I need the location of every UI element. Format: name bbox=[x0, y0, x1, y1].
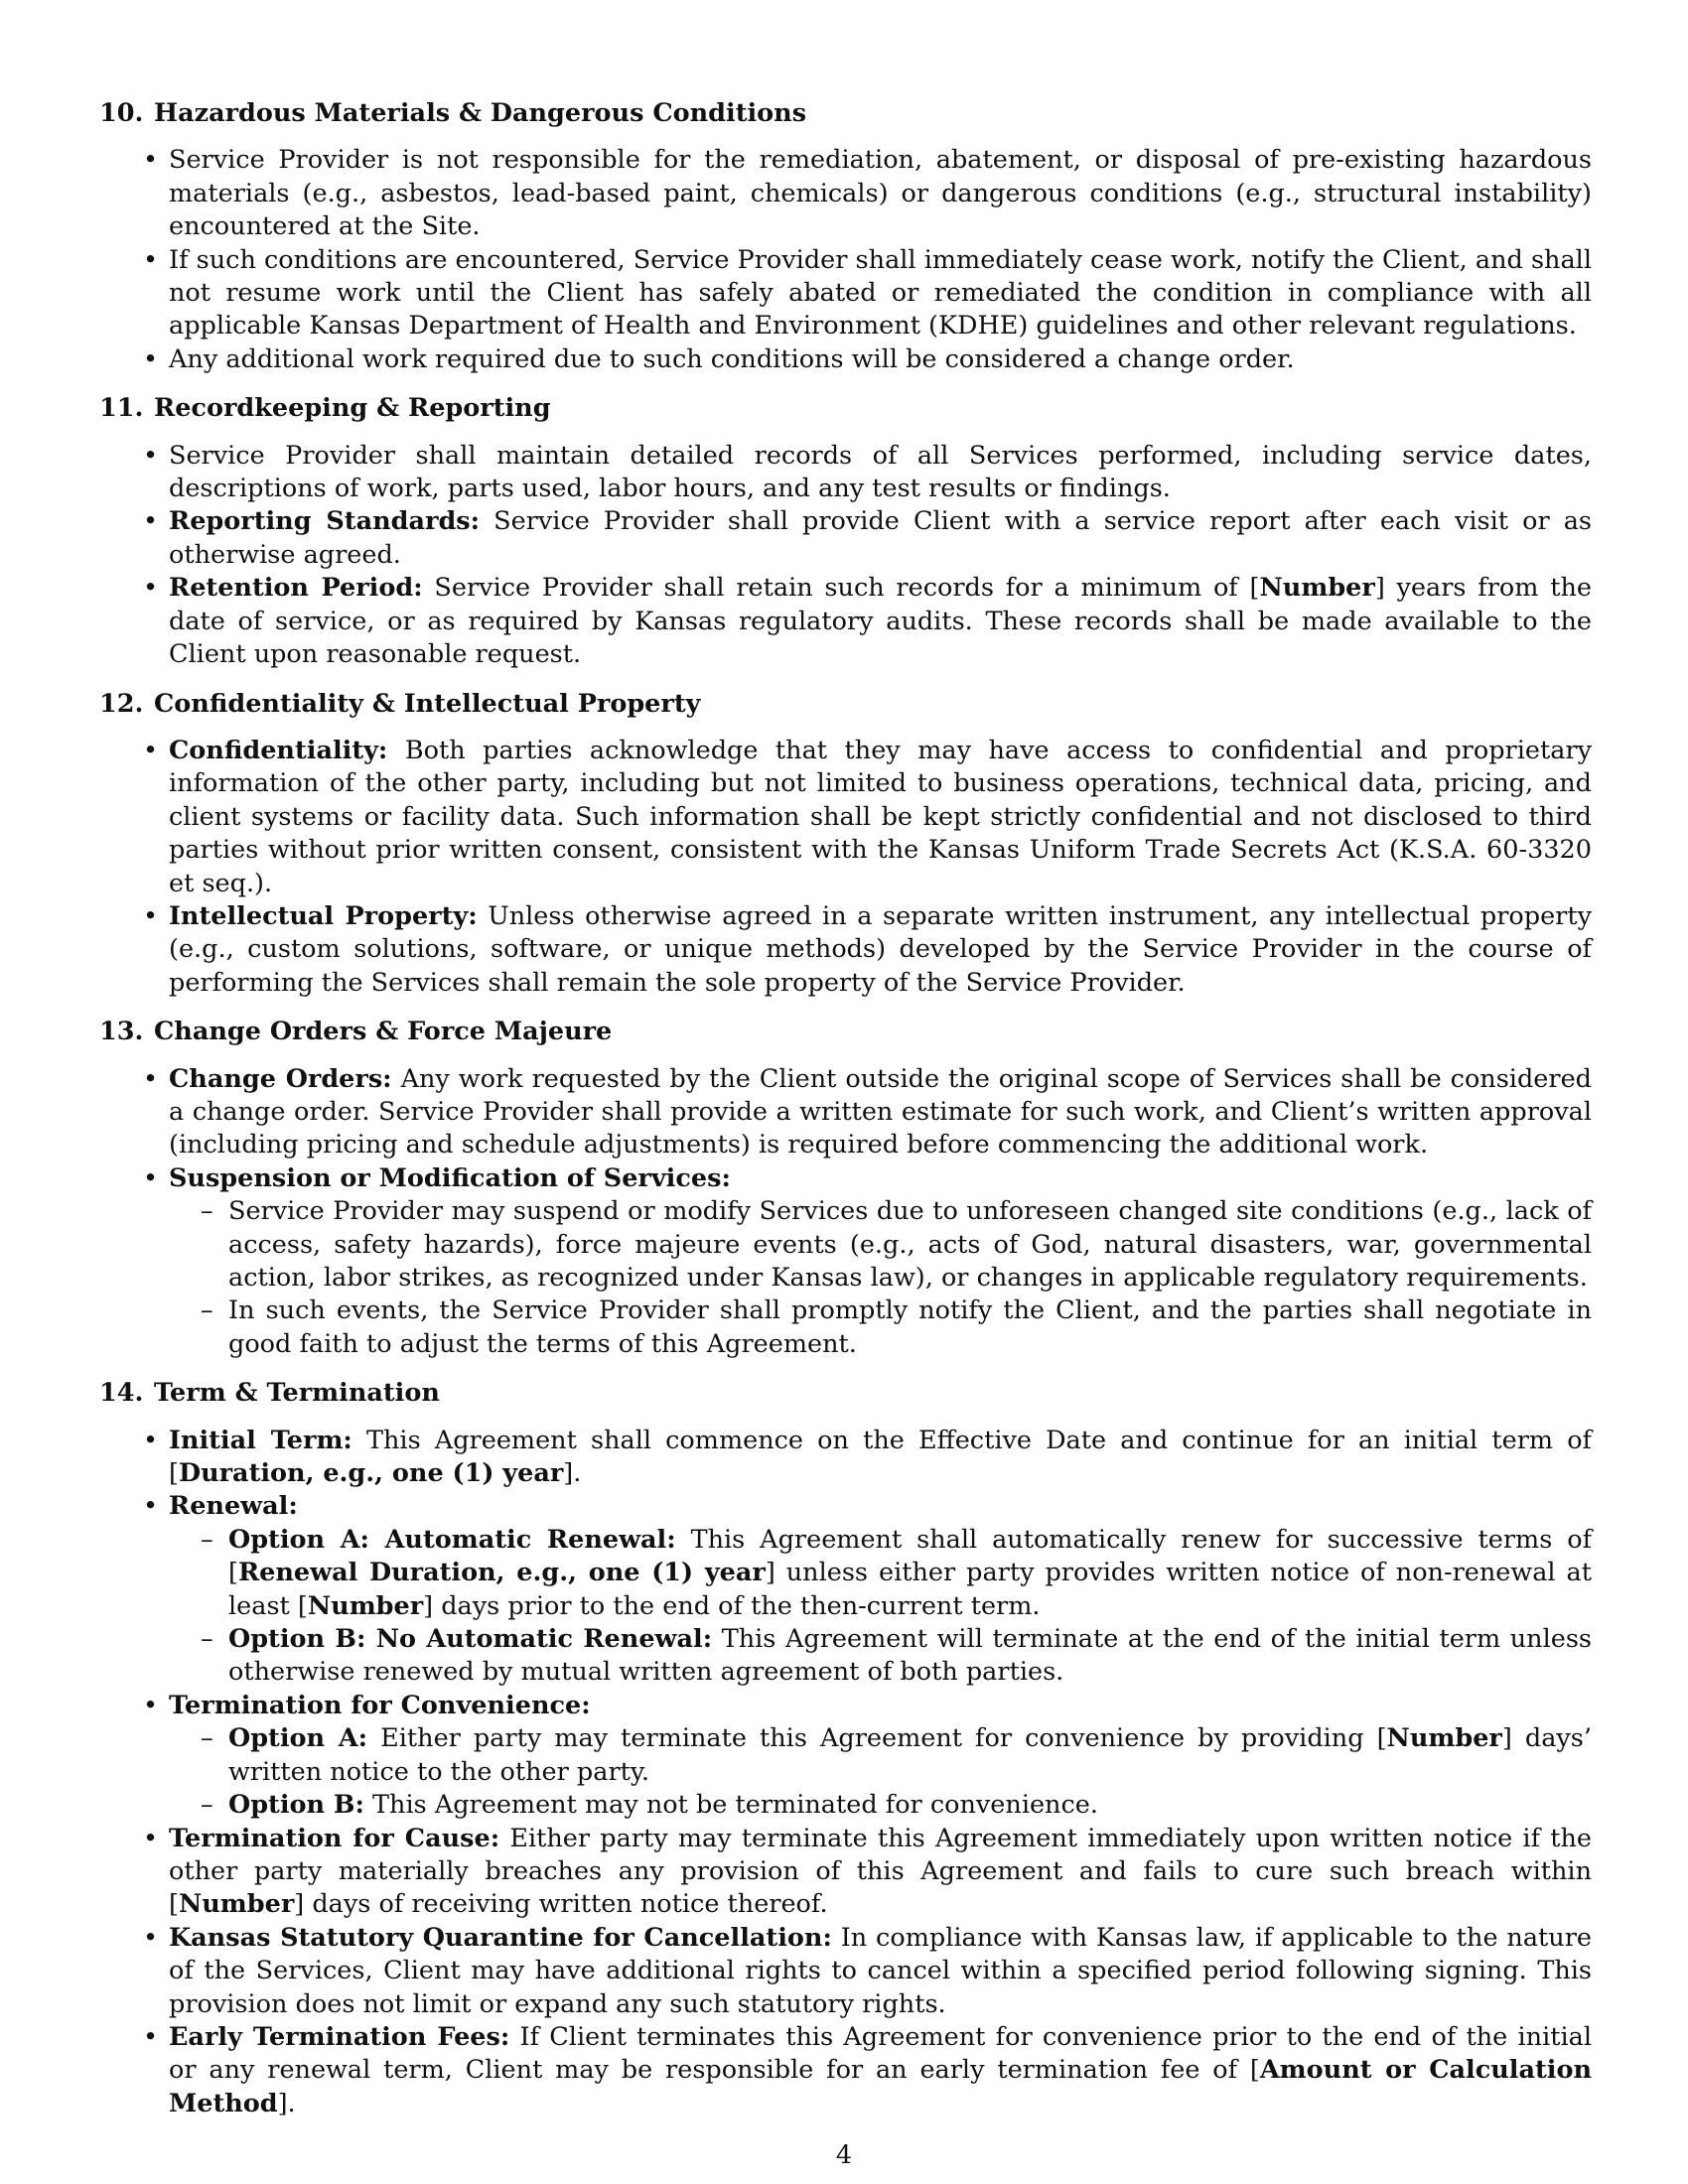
item-label: Confidentiality: bbox=[169, 735, 388, 765]
item-text: This Agreement will terminate at the end of the initial term unless otherwise renewed by mutual written agreement of both parties. bbox=[228, 1624, 1593, 1688]
item-text: This Agreement shall commence on the Effective Date and continue for an initial term of [Duration, e.g., one (1) year]. bbox=[169, 1425, 1592, 1489]
section-number: 13. bbox=[99, 1017, 144, 1047]
item-text: If such conditions are encountered, Service Provider shall immediately cease work, notify the Client, and shall not resume work until the Client has safely abated or remediated the condition in compliance with all applicable Kansas Department of Health and Environment (KDHE) guidelines and other relevant regulations. bbox=[169, 244, 1592, 341]
section-number: 10. bbox=[99, 98, 144, 128]
bullet-item bbox=[169, 2021, 1592, 2120]
item-text: Service Provider may suspend or modify Services due to unforeseen changed site conditions (e.g., lack of access, safety hazards), force majeure events (e.g., acts of God, natural disasters, war, governmental action, labor strikes, as recognized under Kansas law), or changes in applicable regulatory requirements. bbox=[228, 1196, 1592, 1293]
item-text: If Client terminates this Agreement for convenience prior to the end of the initial or any renewal term, Client may be responsible for an early termination fee of [Amount or Calculation Method]. bbox=[169, 2021, 1592, 2118]
bullet-item bbox=[169, 900, 1592, 1000]
section-12 bbox=[99, 688, 1592, 1001]
section-11 bbox=[99, 392, 1592, 671]
sub-list-item bbox=[228, 1789, 1592, 1822]
bullet-item bbox=[169, 440, 1592, 506]
item-text: Service Provider shall maintain detailed records of all Services performed, including service dates, descriptions of work, parts used, labor hours, and any test results or findings. bbox=[169, 440, 1592, 504]
placeholder-field: Duration, e.g., one (1) year bbox=[178, 1458, 564, 1489]
bullet-list bbox=[99, 440, 1592, 672]
item-label: Reporting Standards: bbox=[169, 506, 481, 537]
sub-list-item bbox=[228, 1195, 1592, 1295]
item-label: Change Orders: bbox=[169, 1063, 392, 1094]
item-text: Any additional work required due to such conditions will be considered a change order. bbox=[169, 343, 1295, 374]
section-14 bbox=[99, 1377, 1592, 2120]
placeholder-field: Amount or Calculation Method bbox=[169, 2055, 1592, 2118]
bullet-item bbox=[169, 144, 1592, 243]
section-10 bbox=[99, 97, 1592, 376]
sub-list-item bbox=[228, 1295, 1592, 1361]
document-body bbox=[99, 97, 1592, 2136]
sub-list bbox=[169, 1195, 1592, 1361]
section-heading bbox=[99, 392, 1592, 425]
bullet-item bbox=[169, 1490, 1592, 1689]
section-13 bbox=[99, 1016, 1592, 1361]
sub-list bbox=[169, 1722, 1592, 1822]
bullet-item bbox=[169, 244, 1592, 343]
item-label: Early Termination Fees: bbox=[169, 2021, 510, 2052]
placeholder-field: Number bbox=[307, 1590, 424, 1621]
bullet-item bbox=[169, 1823, 1592, 1922]
item-label: Renewal: bbox=[169, 1491, 298, 1522]
item-label: Option B: No Automatic Renewal: bbox=[228, 1624, 713, 1655]
item-text: In compliance with Kansas law, if applicable to the nature of the Services, Client may have additional rights to cancel within a specified period following signing. This provision does not limit or expand any such statutory rights. bbox=[169, 1922, 1592, 2019]
sub-list-item bbox=[228, 1722, 1592, 1789]
item-text: In such events, the Service Provider shall promptly notify the Client, and the parties shall negotiate in good faith to adjust the terms of this Agreement. bbox=[228, 1296, 1592, 1359]
item-text: Service Provider is not responsible for the remediation, abatement, or disposal of pre-existing hazardous materials (e.g., asbestos, lead-based paint, chemicals) or dangerous conditions (e.g., structural instability) encountered at the Site. bbox=[169, 145, 1592, 242]
item-text: Unless otherwise agreed in a separate written instrument, any intellectual property (e.g., custom solutions, software, or unique methods) developed by the Service Provider in the course of performing the Services shall remain the sole property of the Service Provider. bbox=[169, 900, 1593, 998]
bullet-item bbox=[169, 572, 1592, 671]
section-title: Change Orders & Force Majeure bbox=[154, 1017, 613, 1047]
page-number: 4 bbox=[835, 2140, 853, 2170]
section-number: 14. bbox=[99, 1378, 144, 1409]
item-label: Termination for Cause: bbox=[169, 1823, 500, 1853]
bullet-item bbox=[169, 1425, 1592, 1491]
sub-list-item bbox=[228, 1524, 1592, 1623]
bullet-item bbox=[169, 1690, 1592, 1823]
item-label: Option A: Automatic Renewal: bbox=[228, 1524, 676, 1555]
item-label: Termination for Convenience: bbox=[169, 1690, 591, 1720]
section-title: Confidentiality & Intellectual Property bbox=[154, 688, 701, 719]
item-text: Service Provider shall provide Client with a service report after each visit or as otherwise agreed. bbox=[169, 506, 1593, 570]
item-text: This Agreement shall automatically renew for successive terms of [Renewal Duration, e.g., one (1) year] unless either party provides written notice of non-renewal at least [Number] days prior to the end of the then-current term. bbox=[228, 1524, 1593, 1621]
bullet-list bbox=[99, 735, 1592, 1000]
section-number: 11. bbox=[99, 393, 144, 424]
placeholder-field: Number bbox=[1386, 1723, 1502, 1754]
item-text: Either party may terminate this Agreement immediately upon written notice if the other party materially breaches any provision of this Agreement and fails to cure such breach within [Number] days of receiving written notice thereof. bbox=[169, 1823, 1592, 1920]
bullet-item bbox=[169, 1922, 1592, 2021]
sub-list bbox=[169, 1524, 1592, 1690]
sub-list-item bbox=[228, 1623, 1592, 1690]
item-text: Either party may terminate this Agreement for convenience by providing [Number] days’ written notice to the other party. bbox=[228, 1723, 1592, 1787]
section-title: Hazardous Materials & Dangerous Conditions bbox=[154, 98, 807, 128]
section-heading bbox=[99, 688, 1592, 721]
item-text: Both parties acknowledge that they may have access to confidential and proprietary information of the other party, including but not limited to business operations, technical data, pricing, and client systems or facility data. Such information shall be kept strictly confidential and not disclosed to third parties without prior written consent, consistent with the Kansas Uniform Trade Secrets Act (K.S.A. 60-3320 et seq.). bbox=[169, 735, 1592, 898]
item-label: Retention Period: bbox=[169, 573, 423, 604]
bullet-item bbox=[169, 505, 1592, 572]
bullet-item bbox=[169, 735, 1592, 900]
bullet-list bbox=[99, 144, 1592, 376]
placeholder-field: Renewal Duration, e.g., one (1) year bbox=[237, 1558, 766, 1588]
bullet-item bbox=[169, 1162, 1592, 1361]
item-text: This Agreement may not be terminated for convenience. bbox=[372, 1790, 1098, 1821]
bullet-item bbox=[169, 1063, 1592, 1162]
bullet-item bbox=[169, 343, 1592, 376]
item-label: Intellectual Property: bbox=[169, 900, 478, 931]
section-title: Recordkeeping & Reporting bbox=[154, 393, 551, 424]
section-heading bbox=[99, 1377, 1592, 1410]
placeholder-field: Number bbox=[178, 1889, 295, 1920]
bullet-list bbox=[99, 1425, 1592, 2121]
item-label: Initial Term: bbox=[169, 1425, 352, 1455]
section-number: 12. bbox=[99, 688, 144, 719]
section-heading bbox=[99, 1016, 1592, 1048]
item-label: Suspension or Modification of Services: bbox=[169, 1162, 731, 1193]
section-heading bbox=[99, 97, 1592, 130]
section-title: Term & Termination bbox=[154, 1378, 440, 1409]
item-label: Option B: bbox=[228, 1790, 364, 1821]
item-text: Any work requested by the Client outside the original scope of Services shall be considered a change order. Service Provider shall provide a written estimate for such work, and Client’s written approval (including pricing and schedule adjustments) is required before commencing the additional work. bbox=[169, 1063, 1592, 1160]
item-label: Kansas Statutory Quarantine for Cancellation: bbox=[169, 1922, 832, 1953]
placeholder-field: Number bbox=[1259, 573, 1375, 604]
item-text: Service Provider shall retain such records for a minimum of [Number] years from the date of service, or as required by Kansas regulatory audits. These records shall be made available to the Client upon reasonable request. bbox=[169, 573, 1593, 670]
item-label: Option A: bbox=[228, 1723, 368, 1754]
bullet-list bbox=[99, 1063, 1592, 1362]
